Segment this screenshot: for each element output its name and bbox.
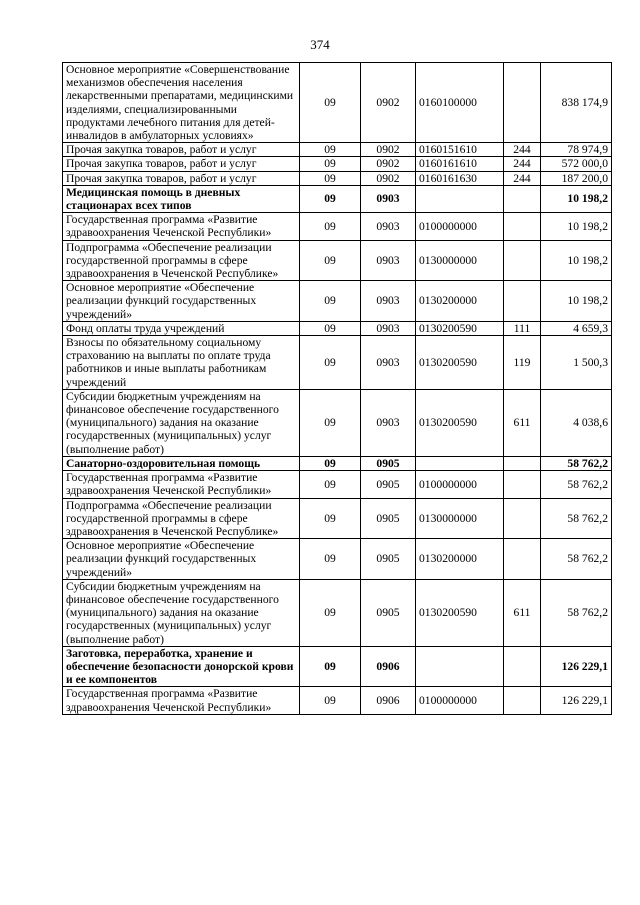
row-name-cell: Государственная программа «Развитие здравоохранения Чеченской Республики» <box>63 213 300 240</box>
row-target-article-cell: 0160151610 <box>416 143 504 157</box>
row-amount-cell: 4 659,3 <box>541 321 612 335</box>
table-row <box>63 539 612 580</box>
row-name-cell: Прочая закупка товаров, работ и услуг <box>63 171 300 185</box>
row-expense-type-cell <box>504 498 541 539</box>
row-name-cell: Прочая закупка товаров, работ и услуг <box>63 143 300 157</box>
row-amount-cell: 1 500,3 <box>541 336 612 390</box>
row-section-cell: 09 <box>300 185 361 212</box>
row-target-article-cell: 0160161610 <box>416 157 504 171</box>
table-row <box>63 498 612 539</box>
row-subsection-cell: 0902 <box>361 171 416 185</box>
row-subsection-cell: 0903 <box>361 213 416 240</box>
row-target-article-cell: 0130200000 <box>416 539 504 580</box>
row-target-article-cell <box>416 456 504 470</box>
row-expense-type-cell <box>504 456 541 470</box>
table-row <box>63 143 612 157</box>
row-name-cell: Основное мероприятие «Обеспечение реализации функций государственных учреждений» <box>63 281 300 322</box>
row-section-cell: 09 <box>300 240 361 281</box>
row-name-cell: Медицинская помощь в дневных стационарах всех типов <box>63 185 300 212</box>
row-expense-type-cell: 611 <box>504 389 541 456</box>
row-name-cell: Фонд оплаты труда учреждений <box>63 321 300 335</box>
row-section-cell: 09 <box>300 143 361 157</box>
row-subsection-cell: 0905 <box>361 579 416 646</box>
row-amount-cell: 126 229,1 <box>541 646 612 687</box>
page-number: 374 <box>310 37 330 52</box>
row-target-article-cell: 0130200590 <box>416 389 504 456</box>
row-amount-cell: 4 038,6 <box>541 389 612 456</box>
row-subsection-cell: 0906 <box>361 687 416 714</box>
row-target-article-cell: 0160161630 <box>416 171 504 185</box>
row-amount-cell: 78 974,9 <box>541 143 612 157</box>
row-subsection-cell: 0905 <box>361 456 416 470</box>
table-row <box>63 336 612 390</box>
budget-table <box>62 62 612 715</box>
table-section-row <box>63 646 612 687</box>
table-row <box>63 389 612 456</box>
row-amount-cell: 10 198,2 <box>541 185 612 212</box>
row-amount-cell: 58 762,2 <box>541 498 612 539</box>
row-expense-type-cell: 244 <box>504 157 541 171</box>
row-section-cell: 09 <box>300 456 361 470</box>
row-expense-type-cell: 111 <box>504 321 541 335</box>
row-amount-cell: 58 762,2 <box>541 471 612 498</box>
row-section-cell: 09 <box>300 579 361 646</box>
table-row <box>63 579 612 646</box>
row-name-cell: Государственная программа «Развитие здравоохранения Чеченской Республики» <box>63 471 300 498</box>
row-section-cell: 09 <box>300 213 361 240</box>
table-row <box>63 157 612 171</box>
row-name-cell: Санаторно-оздоровительная помощь <box>63 456 300 470</box>
row-target-article-cell <box>416 646 504 687</box>
row-amount-cell: 58 762,2 <box>541 539 612 580</box>
row-name-cell: Подпрограмма «Обеспечение реализации государственной программы в сфере здравоохранения в Чеченской Республике» <box>63 498 300 539</box>
table-row <box>63 687 612 714</box>
row-amount-cell: 187 200,0 <box>541 171 612 185</box>
row-expense-type-cell <box>504 63 541 143</box>
row-subsection-cell: 0903 <box>361 321 416 335</box>
row-section-cell: 09 <box>300 281 361 322</box>
row-section-cell: 09 <box>300 687 361 714</box>
row-subsection-cell: 0903 <box>361 185 416 212</box>
row-section-cell: 09 <box>300 336 361 390</box>
row-amount-cell: 838 174,9 <box>541 63 612 143</box>
row-subsection-cell: 0903 <box>361 281 416 322</box>
row-target-article-cell: 0130000000 <box>416 240 504 281</box>
row-section-cell: 09 <box>300 389 361 456</box>
row-expense-type-cell: 244 <box>504 143 541 157</box>
row-amount-cell: 126 229,1 <box>541 687 612 714</box>
row-target-article-cell <box>416 185 504 212</box>
table-row <box>63 213 612 240</box>
row-subsection-cell: 0902 <box>361 63 416 143</box>
row-section-cell: 09 <box>300 157 361 171</box>
row-expense-type-cell <box>504 471 541 498</box>
row-name-cell: Основное мероприятие «Обеспечение реализации функций государственных учреждений» <box>63 539 300 580</box>
row-section-cell: 09 <box>300 471 361 498</box>
row-name-cell: Основное мероприятие «Совершенствование механизмов обеспечения населения лекарственными препаратами, медицинскими изделиями, специализированными продуктами лечебного питания для детей-инвалидов в амбулаторных условиях» <box>63 63 300 143</box>
row-subsection-cell: 0905 <box>361 539 416 580</box>
table-row <box>63 471 612 498</box>
row-expense-type-cell <box>504 240 541 281</box>
row-target-article-cell: 0130000000 <box>416 498 504 539</box>
row-name-cell: Прочая закупка товаров, работ и услуг <box>63 157 300 171</box>
row-target-article-cell: 0130200590 <box>416 336 504 390</box>
row-section-cell: 09 <box>300 171 361 185</box>
row-expense-type-cell <box>504 646 541 687</box>
row-subsection-cell: 0902 <box>361 143 416 157</box>
row-subsection-cell: 0903 <box>361 389 416 456</box>
row-subsection-cell: 0902 <box>361 157 416 171</box>
row-name-cell: Заготовка, переработка, хранение и обеспечение безопасности донорской крови и ее компонентов <box>63 646 300 687</box>
row-target-article-cell: 0130200590 <box>416 579 504 646</box>
row-target-article-cell: 0100000000 <box>416 213 504 240</box>
row-expense-type-cell <box>504 687 541 714</box>
row-subsection-cell: 0905 <box>361 471 416 498</box>
row-target-article-cell: 0100000000 <box>416 687 504 714</box>
table-row <box>63 171 612 185</box>
row-amount-cell: 58 762,2 <box>541 456 612 470</box>
row-expense-type-cell <box>504 185 541 212</box>
row-amount-cell: 572 000,0 <box>541 157 612 171</box>
table-row <box>63 63 612 143</box>
row-subsection-cell: 0905 <box>361 498 416 539</box>
row-target-article-cell: 0130200000 <box>416 281 504 322</box>
row-name-cell: Взносы по обязательному социальному страхованию на выплаты по оплате труда работников и иные выплаты работникам учреждений <box>63 336 300 390</box>
row-section-cell: 09 <box>300 498 361 539</box>
row-name-cell: Подпрограмма «Обеспечение реализации государственной программы в сфере здравоохранения в Чеченской Республике» <box>63 240 300 281</box>
row-section-cell: 09 <box>300 63 361 143</box>
row-name-cell: Государственная программа «Развитие здравоохранения Чеченской Республики» <box>63 687 300 714</box>
row-expense-type-cell: 611 <box>504 579 541 646</box>
row-section-cell: 09 <box>300 646 361 687</box>
row-amount-cell: 10 198,2 <box>541 281 612 322</box>
table-row <box>63 240 612 281</box>
table-section-row <box>63 185 612 212</box>
row-expense-type-cell: 244 <box>504 171 541 185</box>
row-amount-cell: 58 762,2 <box>541 579 612 646</box>
row-name-cell: Субсидии бюджетным учреждениям на финансовое обеспечение государственного (муниципального) задания на оказание государственных (муниципальных) услуг (выполнение работ) <box>63 579 300 646</box>
row-expense-type-cell <box>504 539 541 580</box>
row-section-cell: 09 <box>300 321 361 335</box>
row-target-article-cell: 0160100000 <box>416 63 504 143</box>
table-section-row <box>63 456 612 470</box>
row-expense-type-cell <box>504 213 541 240</box>
row-target-article-cell: 0100000000 <box>416 471 504 498</box>
row-subsection-cell: 0903 <box>361 336 416 390</box>
row-amount-cell: 10 198,2 <box>541 213 612 240</box>
row-expense-type-cell: 119 <box>504 336 541 390</box>
table-row <box>63 281 612 322</box>
row-target-article-cell: 0130200590 <box>416 321 504 335</box>
row-expense-type-cell <box>504 281 541 322</box>
row-subsection-cell: 0903 <box>361 240 416 281</box>
table-row <box>63 321 612 335</box>
row-name-cell: Субсидии бюджетным учреждениям на финансовое обеспечение государственного (муниципального) задания на оказание государственных (муниципальных) услуг (выполнение работ) <box>63 389 300 456</box>
row-amount-cell: 10 198,2 <box>541 240 612 281</box>
row-section-cell: 09 <box>300 539 361 580</box>
row-subsection-cell: 0906 <box>361 646 416 687</box>
